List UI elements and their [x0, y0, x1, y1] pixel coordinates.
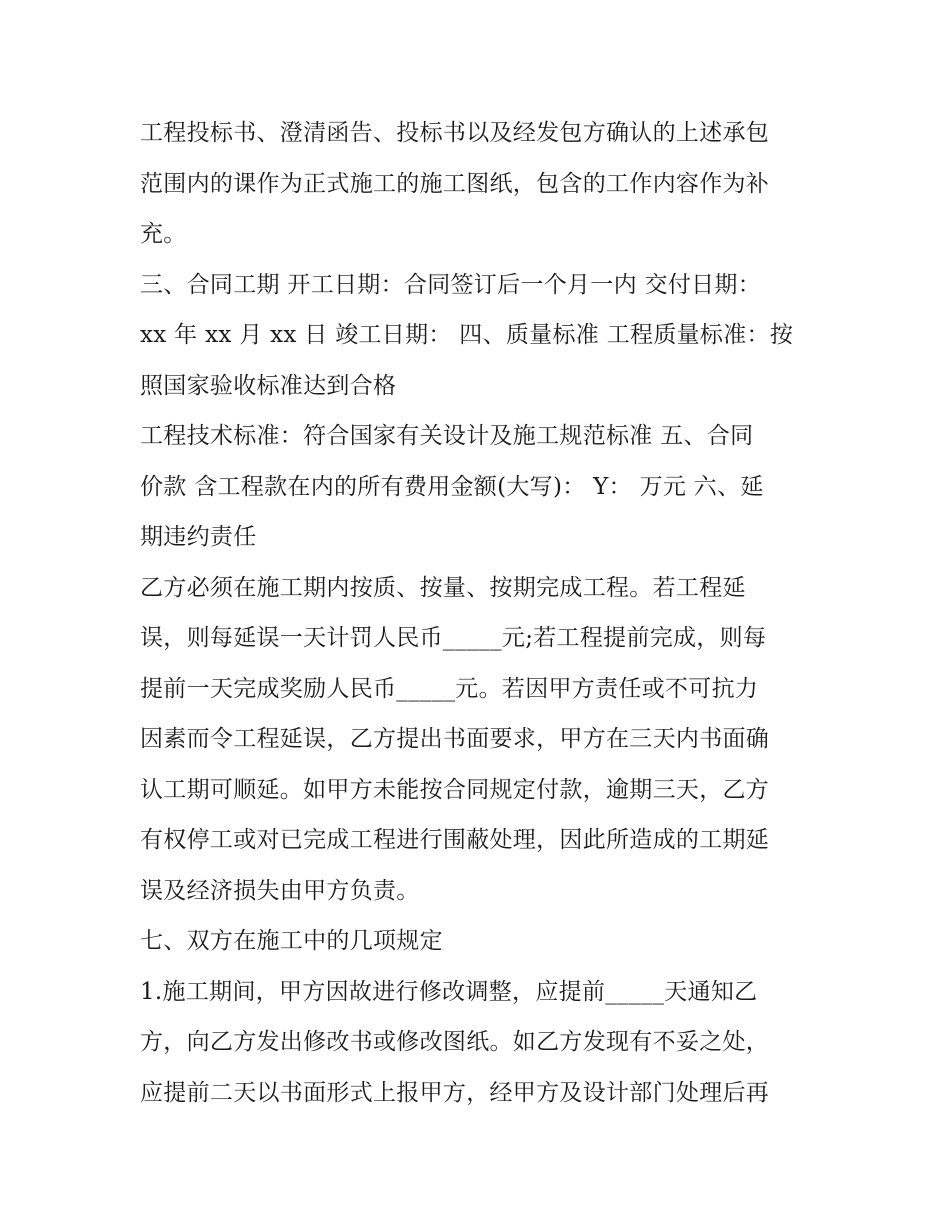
contract-text-body [140, 108, 820, 1118]
text-line: 期违约责任 [140, 524, 257, 550]
text-line: 因素而令工程延误，乙方提出书面要求，甲方在三天内书面确 [140, 726, 770, 752]
text-line: 工程投标书、澄清函告、投标书以及经发包方确认的上述承包 [140, 120, 770, 146]
text-line: 七、双方在施工中的几项规定 [140, 928, 443, 954]
text-line: 范围内的课作为正式施工的施工图纸，包含的工作内容作为补 [140, 170, 770, 197]
text-line: 三、合同工期 开工日期：合同签订后一个月一内 交付日期： [140, 271, 762, 298]
text-line: 乙方必须在施工期内按质、按量、按期完成工程。若工程延 [140, 574, 746, 601]
text-line: 充。 [140, 221, 187, 247]
text-line: 有权停工或对已完成工程进行围蔽处理，因此所造成的工期延 [140, 827, 770, 853]
text-line: 认工期可顺延。如甲方未能按合同规定付款，逾期三天，乙方 [140, 776, 770, 803]
text-line: xx 年 xx 月 xx 日 竣工日期： 四、质量标准 工程质量标准：按 [140, 322, 794, 348]
text-line: 价款 含工程款在内的所有费用金额(大写)： Y： 万元 六、延 [140, 473, 764, 500]
text-line: 工程技术标准：符合国家有关设计及施工规范标准 五、合同 [140, 423, 754, 449]
text-line: 应提前二天以书面形式上报甲方，经甲方及设计部门处理后再 [140, 1079, 770, 1106]
text-line: 误及经济损失由甲方负责。 [140, 877, 420, 904]
text-line: 照国家验收标准达到合格 [140, 372, 397, 399]
text-line: 误，则每延误一天计罚人民币_____元;若工程提前完成，则每 [140, 625, 767, 651]
text-line: 方，向乙方发出修改书或修改图纸。如乙方发现有不妥之处， [140, 1029, 770, 1055]
text-line: 1.施工期间，甲方因故进行修改调整，应提前_____天通知乙 [140, 978, 758, 1005]
text-line: 提前一天完成奖励人民币_____元。若因甲方责任或不可抗力 [140, 675, 759, 702]
